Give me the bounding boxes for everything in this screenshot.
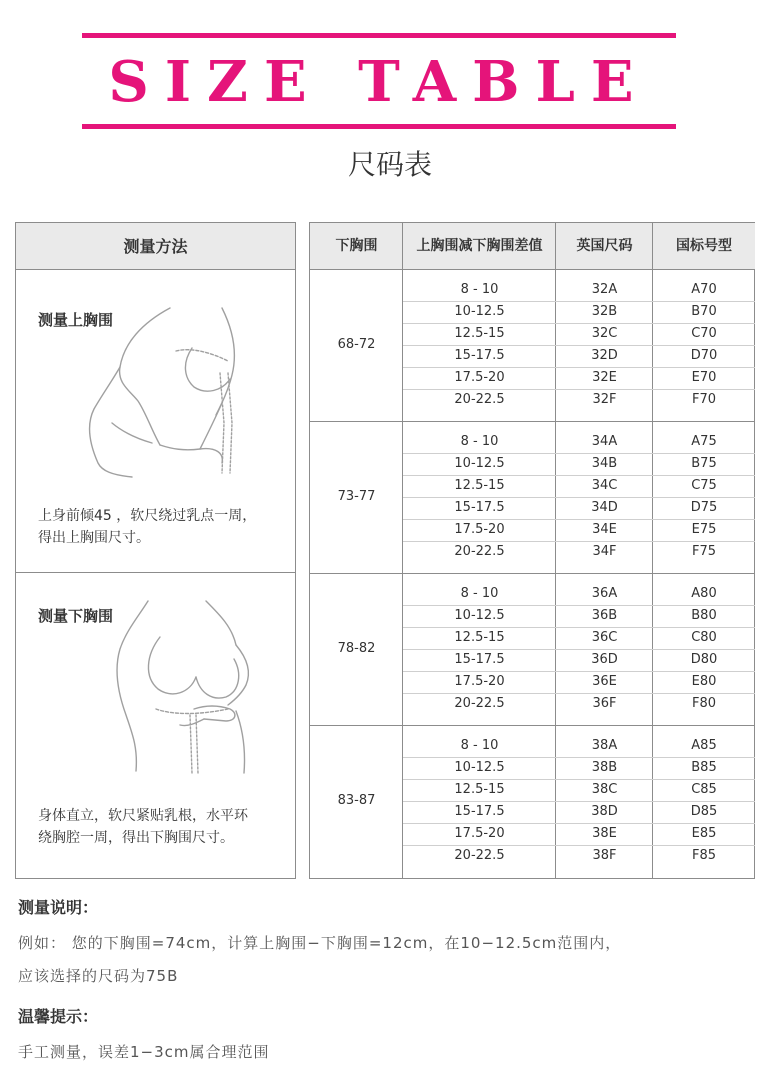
cn-size-cell: D85 [690, 804, 718, 819]
uk-size-cell: 34E [592, 522, 617, 537]
title-top-rule [82, 33, 676, 38]
uk-size-cell: 32E [592, 370, 617, 385]
uk-size-cell: 36A [591, 586, 618, 601]
difference-cell: 12.5-15 [454, 782, 505, 797]
cn-size-cell: C85 [691, 782, 717, 797]
upper-bust-desc-line1: 上身前倾45 ，软尺绕过乳点一周， [38, 508, 257, 524]
cn-size-cell: F85 [691, 848, 717, 863]
size-group [310, 574, 754, 726]
difference-cell: 8 - 10 [460, 738, 499, 753]
difference-cell: 15-17.5 [454, 348, 505, 363]
size-table [309, 222, 755, 879]
underbust-range: 78-82 [337, 641, 376, 656]
difference-cell: 8 - 10 [460, 282, 499, 297]
difference-cell: 12.5-15 [454, 630, 505, 645]
difference-cell: 10-12.5 [454, 304, 505, 319]
size-table-title: SIZE TABLE [108, 49, 650, 115]
uk-size-cell: 32C [591, 326, 618, 341]
uk-size-cell: 38A [591, 738, 618, 753]
uk-size-cell: 34A [591, 434, 618, 449]
underbust-range: 83-87 [337, 793, 376, 808]
cn-size-cell: B75 [691, 456, 717, 471]
lower-bust-title: 测量下胸围 [38, 607, 114, 625]
explain-title: 测量说明： [18, 898, 99, 917]
cn-size-cell: E85 [691, 826, 717, 841]
difference-cell: 10-12.5 [454, 608, 505, 623]
upper-bust-desc-line2: 得出上胸围尺寸。 [38, 530, 150, 546]
cn-size-cell: C70 [691, 326, 717, 341]
difference-cell: 8 - 10 [460, 586, 499, 601]
uk-size-cell: 34F [592, 544, 617, 559]
cn-size-cell: F80 [691, 696, 717, 711]
difference-cell: 15-17.5 [454, 652, 505, 667]
difference-cell: 20-22.5 [454, 544, 505, 559]
cn-size-cell: B80 [691, 608, 717, 623]
cn-size-cell: F75 [691, 544, 717, 559]
cn-size-cell: B85 [691, 760, 717, 775]
difference-cell: 15-17.5 [454, 500, 505, 515]
explain-line2: 应该选择的尺码为75B [18, 967, 179, 985]
uk-size-cell: 32A [591, 282, 618, 297]
title-bottom-rule [82, 124, 676, 129]
tip-title: 温馨提示： [18, 1007, 99, 1026]
page-subtitle: 尺码表 [347, 148, 432, 181]
cn-size-cell: A75 [691, 434, 717, 449]
uk-size-cell: 38D [591, 804, 618, 819]
cn-size-cell: D75 [690, 500, 718, 515]
lower-bust-desc-line1: 身体直立，软尺紧贴乳根，水平环 [38, 808, 248, 824]
underbust-range: 73-77 [337, 489, 376, 504]
cn-size-cell: F70 [691, 392, 717, 407]
cn-size-cell: C80 [691, 630, 717, 645]
uk-size-cell: 34D [591, 500, 618, 515]
difference-cell: 20-22.5 [454, 848, 505, 863]
method-header: 测量方法 [16, 223, 295, 270]
difference-cell: 20-22.5 [454, 392, 505, 407]
uk-size-cell: 36B [591, 608, 618, 623]
uk-size-cell: 36F [592, 696, 617, 711]
underbust-range: 68-72 [337, 337, 376, 352]
upper-bust-illustration [72, 303, 242, 478]
method-divider [16, 572, 295, 573]
difference-cell: 20-22.5 [454, 696, 505, 711]
uk-size-cell: 36E [592, 674, 617, 689]
size-group [310, 270, 754, 422]
lower-bust-illustration [96, 597, 276, 777]
cn-size-cell: A85 [691, 738, 717, 753]
cn-size-cell: E80 [691, 674, 717, 689]
size-group [310, 422, 754, 574]
col-header-difference: 上胸围减下胸围差值 [403, 223, 556, 270]
uk-size-cell: 38F [592, 848, 617, 863]
difference-cell: 12.5-15 [454, 326, 505, 341]
cn-size-cell: A70 [691, 282, 717, 297]
difference-cell: 10-12.5 [454, 760, 505, 775]
measurement-method-panel [15, 222, 296, 879]
col-header-underbust: 下胸围 [310, 223, 403, 270]
uk-size-cell: 38B [591, 760, 618, 775]
col-header-uk-size: 英国尺码 [556, 223, 653, 270]
uk-size-cell: 34C [591, 478, 618, 493]
cn-size-cell: D80 [690, 652, 718, 667]
uk-size-cell: 36C [591, 630, 618, 645]
difference-cell: 12.5-15 [454, 478, 505, 493]
cn-size-cell: E75 [691, 522, 717, 537]
difference-cell: 15-17.5 [454, 804, 505, 819]
uk-size-cell: 34B [591, 456, 618, 471]
difference-cell: 17.5-20 [454, 826, 505, 841]
difference-cell: 17.5-20 [454, 522, 505, 537]
uk-size-cell: 32D [591, 348, 618, 363]
difference-cell: 17.5-20 [454, 674, 505, 689]
uk-size-cell: 36D [591, 652, 618, 667]
uk-size-cell: 32F [592, 392, 617, 407]
uk-size-cell: 38E [592, 826, 617, 841]
uk-size-cell: 38C [591, 782, 618, 797]
col-header-cn-size: 国标号型 [653, 223, 755, 270]
lower-bust-desc-line2: 绕胸腔一周，得出下胸围尺寸。 [38, 830, 234, 846]
cn-size-cell: D70 [690, 348, 718, 363]
upper-bust-title: 测量上胸围 [38, 311, 114, 329]
explain-line1: 例如： 您的下胸围=74cm，计算上胸围−下胸围=12cm，在10−12.5cm范围内， [18, 934, 622, 952]
difference-cell: 8 - 10 [460, 434, 499, 449]
size-group [310, 726, 754, 878]
cn-size-cell: E70 [691, 370, 717, 385]
cn-size-cell: C75 [691, 478, 717, 493]
cn-size-cell: A80 [691, 586, 717, 601]
difference-cell: 17.5-20 [454, 370, 505, 385]
difference-cell: 10-12.5 [454, 456, 505, 471]
tip-line: 手工测量，误差1−3cm属合理范围 [18, 1043, 270, 1061]
uk-size-cell: 32B [591, 304, 618, 319]
cn-size-cell: B70 [691, 304, 717, 319]
